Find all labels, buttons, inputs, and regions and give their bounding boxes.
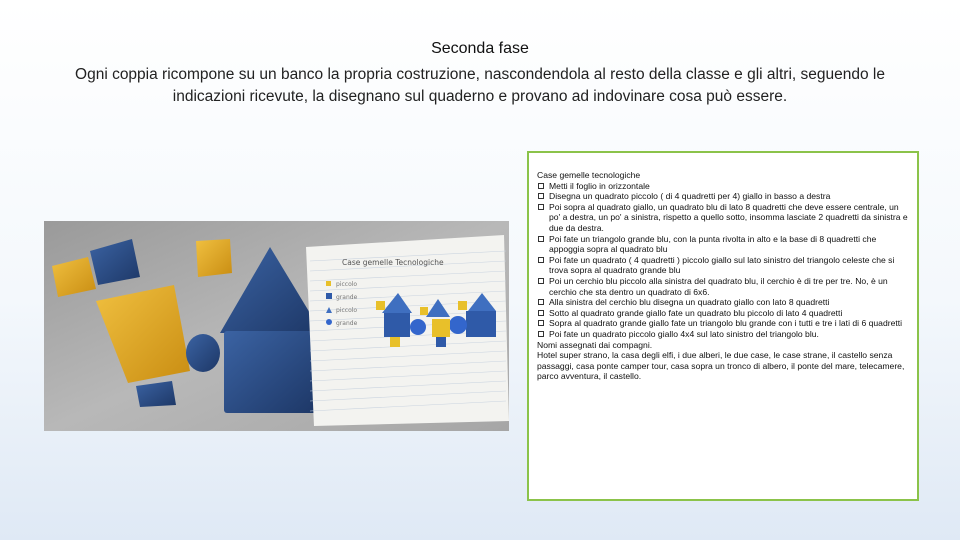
blocks-photo — [44, 221, 509, 431]
checkbox-bullet-icon — [538, 257, 544, 263]
list-item: Poi fate un triangolo grande blu, con la punta rivolta in alto e la base di 8 quadretti che appoggia sopra al quadrato blu — [537, 234, 911, 255]
list-item: Sotto al quadrato grande giallo fate un quadrato blu piccolo di lato 4 quadretti — [537, 308, 911, 319]
checkbox-bullet-icon — [538, 320, 544, 326]
list-item: Poi fate un quadrato ( 4 quadretti ) piccolo giallo sul lato sinistro del triangolo celeste che si trova sopra al quadrato grande blu — [537, 255, 911, 276]
checkbox-bullet-icon — [538, 299, 544, 305]
instructions-heading: Case gemelle tecnologiche — [537, 170, 641, 180]
checkbox-bullet-icon — [538, 204, 544, 210]
instructions-box — [527, 151, 919, 501]
legend-item: piccolo — [336, 281, 358, 288]
checkbox-bullet-icon — [538, 331, 544, 337]
checkbox-bullet-icon — [538, 193, 544, 199]
list-item: Poi sopra al quadrato giallo, un quadrato blu di lato 8 quadretti che deve essere centrale, un po' a destra, un po' a sinistra, rispetto a quello sotto, insomma lasciate 2 quadretti da sinistra e due da destra. — [537, 202, 911, 234]
names-text: Hotel super strano, la casa degli elfi, i due alberi, le due case, le case strane, il castello senza passaggi, casa ponte camper tour, casa sopra un tronco di albero, il ponte del mare, telecamere, parco avventura, il castello. — [537, 350, 905, 382]
instructions-list — [537, 181, 911, 340]
list-item: Metti il foglio in orizzontale — [537, 181, 911, 192]
list-item: Poi fate un quadrato piccolo giallo 4x4 sul lato sinistro del triangolo blu. — [537, 329, 911, 340]
slide-title: Seconda fase — [431, 40, 529, 57]
list-item: Alla sinistra del cerchio blu disegna un quadrato giallo con lato 8 quadretti — [537, 297, 911, 308]
list-item: Disegna un quadrato piccolo ( di 4 quadretti per 4) giallo in basso a destra — [537, 191, 911, 202]
checkbox-bullet-icon — [538, 310, 544, 316]
notebook-heading: Case gemelle Tecnologiche — [342, 258, 444, 267]
legend-item: grande — [336, 320, 358, 327]
legend-item: piccolo — [336, 307, 358, 314]
names-label: Nomi assegnati dai compagni. — [537, 339, 653, 350]
checkbox-bullet-icon — [538, 278, 544, 284]
list-item: Sopra al quadrato grande giallo fate un triangolo blu grande con i tutti e tre i lati di 6 quadretti — [537, 318, 911, 329]
list-item: Poi un cerchio blu piccolo alla sinistra del quadrato blu, il cerchio è di tre per tre. No, è un cerchio che sta dentro un quadrato di 6x6. — [537, 276, 911, 297]
checkbox-bullet-icon — [538, 183, 544, 189]
checkbox-bullet-icon — [538, 236, 544, 242]
slide-subtitle: Ogni coppia ricompone su un banco la propria costruzione, nascondendola al resto della classe e gli altri, seguendo le indicazioni ricevute, la disegnano sul quaderno e provano ad indovinare cosa può essere. — [75, 66, 885, 105]
legend-item: grande — [336, 294, 358, 301]
